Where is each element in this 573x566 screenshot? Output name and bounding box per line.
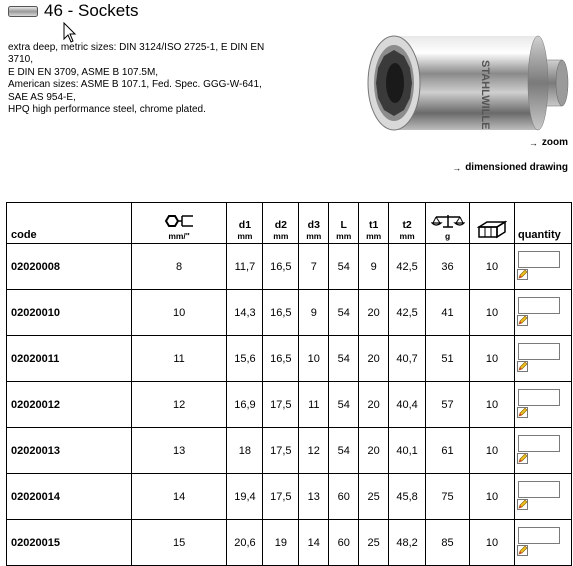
cell-t2: 42,5 [389, 244, 426, 290]
brand-text: STAHLWILLE [479, 60, 491, 130]
socket-bar-icon [8, 6, 38, 17]
table-row [7, 382, 572, 428]
quantity-input[interactable] [518, 481, 560, 498]
cell-quantity [514, 336, 571, 382]
cell-t2: 40,4 [389, 382, 426, 428]
cell-weight: 41 [426, 290, 470, 336]
cell-L: 60 [329, 474, 359, 520]
cell-d2: 17,5 [263, 382, 299, 428]
cell-L: 60 [329, 520, 359, 566]
pencil-edit-icon[interactable] [517, 269, 528, 280]
header-d1-unit: mm [237, 231, 253, 241]
header-d1-label: d1 [238, 219, 252, 231]
cell-L: 54 [329, 244, 359, 290]
cell-pack: 10 [470, 290, 515, 336]
header-quantity: quantity [514, 203, 571, 244]
cell-code[interactable]: 02020012 [7, 382, 132, 428]
cell-L: 54 [329, 382, 359, 428]
header-weight-unit: g [444, 231, 451, 241]
product-table [6, 202, 572, 566]
header-d2-unit: mm [273, 231, 289, 241]
cell-d3: 11 [299, 382, 329, 428]
cell-t1: 25 [359, 474, 389, 520]
quantity-input[interactable] [518, 389, 560, 406]
table-row [7, 520, 572, 566]
cell-t1: 20 [359, 428, 389, 474]
header-t1-label: t1 [369, 219, 379, 231]
header-t1-unit: mm [366, 231, 382, 241]
cell-quantity [514, 428, 571, 474]
header-weight [426, 203, 470, 244]
cell-d3: 14 [299, 520, 329, 566]
description-line: SAE AS 954-E, [8, 91, 76, 103]
product-description [8, 42, 308, 116]
cell-size: 10 [131, 290, 227, 336]
header-d2 [263, 203, 299, 244]
cell-size: 8 [131, 244, 227, 290]
cell-d3: 7 [299, 244, 329, 290]
cell-t2: 48,2 [389, 520, 426, 566]
header-d3-unit: mm [306, 231, 322, 241]
table-row [7, 474, 572, 520]
cell-d2: 17,5 [263, 474, 299, 520]
cell-weight: 61 [426, 428, 470, 474]
pencil-edit-icon[interactable] [517, 361, 528, 372]
cell-pack: 10 [470, 244, 515, 290]
cell-weight: 51 [426, 336, 470, 382]
dimensioned-drawing-link-label: dimensioned drawing [465, 162, 568, 173]
mouse-cursor-icon [63, 22, 77, 44]
cell-size: 13 [131, 428, 227, 474]
header-d2-label: d2 [274, 219, 287, 231]
header-t2-label: t2 [402, 219, 412, 231]
cell-t1: 25 [359, 520, 389, 566]
description-line: E DIN EN 3709, ASME B 107.5M, [8, 66, 159, 78]
cell-weight: 75 [426, 474, 470, 520]
header-L-unit: mm [336, 231, 352, 241]
cell-code[interactable]: 02020013 [7, 428, 132, 474]
cell-t1: 20 [359, 336, 389, 382]
pencil-edit-icon[interactable] [517, 407, 528, 418]
cell-d2: 16,5 [263, 336, 299, 382]
cell-t2: 40,1 [389, 428, 426, 474]
cell-d2: 16,5 [263, 290, 299, 336]
zoom-link[interactable] [529, 137, 568, 148]
cell-t1: 20 [359, 382, 389, 428]
cell-code[interactable]: 02020011 [7, 336, 132, 382]
pencil-edit-icon[interactable] [517, 499, 528, 510]
cell-d2: 16,5 [263, 244, 299, 290]
cell-d1: 20,6 [227, 520, 263, 566]
quantity-input[interactable] [518, 435, 560, 452]
cell-t1: 9 [359, 244, 389, 290]
header-d3-label: d3 [307, 219, 320, 231]
cell-d3: 10 [299, 336, 329, 382]
cell-pack: 10 [470, 474, 515, 520]
pencil-edit-icon[interactable] [517, 315, 528, 326]
cell-code[interactable]: 02020014 [7, 474, 132, 520]
cell-quantity [514, 382, 571, 428]
arrow-right-icon: → [528, 137, 538, 148]
pencil-edit-icon[interactable] [517, 545, 528, 556]
cell-weight: 36 [426, 244, 470, 290]
header-L-label: L [340, 219, 347, 231]
cell-L: 54 [329, 290, 359, 336]
cell-d1: 11,7 [227, 244, 263, 290]
dimensioned-drawing-link[interactable] [452, 162, 568, 173]
header-d1 [227, 203, 263, 244]
header-L [329, 203, 359, 244]
header-t1 [359, 203, 389, 244]
cell-d3: 12 [299, 428, 329, 474]
cell-code[interactable]: 02020008 [7, 244, 132, 290]
cell-t1: 20 [359, 290, 389, 336]
cell-d2: 19 [263, 520, 299, 566]
quantity-input[interactable] [518, 527, 560, 544]
description-line: 3710, [8, 54, 34, 66]
cell-d3: 13 [299, 474, 329, 520]
package-box-icon [477, 219, 507, 239]
cell-size: 11 [131, 336, 227, 382]
page-title: 46 - Sockets [44, 1, 139, 20]
cell-pack: 10 [470, 336, 515, 382]
cell-d1: 19,4 [227, 474, 263, 520]
header-pack [470, 203, 515, 244]
cell-t2: 45,8 [389, 474, 426, 520]
quantity-input[interactable] [518, 297, 560, 314]
cell-d1: 16,9 [227, 382, 263, 428]
cell-L: 54 [329, 336, 359, 382]
cell-d1: 14,3 [227, 290, 263, 336]
table-row [7, 244, 572, 290]
cell-quantity [514, 520, 571, 566]
cell-quantity [514, 474, 571, 520]
cell-code[interactable]: 02020010 [7, 290, 132, 336]
description-line: HPQ high performance steel, chrome plated. [8, 104, 206, 116]
table-row [7, 290, 572, 336]
cell-size: 14 [131, 474, 227, 520]
header-size-unit: mm/" [168, 231, 190, 241]
cell-d1: 15,6 [227, 336, 263, 382]
scale-icon [431, 213, 465, 229]
header-size [131, 203, 227, 244]
cell-d3: 9 [299, 290, 329, 336]
cell-weight: 85 [426, 520, 470, 566]
cell-weight: 57 [426, 382, 470, 428]
description-line: extra deep, metric sizes: DIN 3124/ISO 2725-1, E DIN EN [8, 42, 265, 53]
description-line: American sizes: ASME B 107.1, Fed. Spec. GGG-W-641, [8, 79, 262, 91]
cell-d1: 18 [227, 428, 263, 474]
table-row [7, 428, 572, 474]
cell-pack: 10 [470, 428, 515, 474]
header-code: code [7, 203, 132, 244]
cell-size: 15 [131, 520, 227, 566]
quantity-input[interactable] [518, 251, 560, 268]
arrow-right-icon: → [452, 162, 462, 173]
cell-t2: 40,7 [389, 336, 426, 382]
pencil-edit-icon[interactable] [517, 453, 528, 464]
header-d3 [299, 203, 329, 244]
header-t2-unit: mm [399, 231, 415, 241]
zoom-link-label: zoom [541, 137, 568, 148]
cell-pack: 10 [470, 520, 515, 566]
cell-t2: 42,5 [389, 290, 426, 336]
cell-size: 12 [131, 382, 227, 428]
table-header-row [7, 203, 572, 244]
product-image[interactable] [364, 30, 570, 134]
product-table-body [7, 244, 572, 566]
cell-quantity [514, 290, 571, 336]
page-header [8, 0, 139, 22]
table-row [7, 336, 572, 382]
cell-pack: 10 [470, 382, 515, 428]
hex-wrench-size-icon [162, 213, 196, 229]
header-t2 [389, 203, 426, 244]
cell-d2: 17,5 [263, 428, 299, 474]
quantity-input[interactable] [518, 343, 560, 360]
cell-code[interactable]: 02020015 [7, 520, 132, 566]
cell-quantity [514, 244, 571, 290]
cell-L: 54 [329, 428, 359, 474]
